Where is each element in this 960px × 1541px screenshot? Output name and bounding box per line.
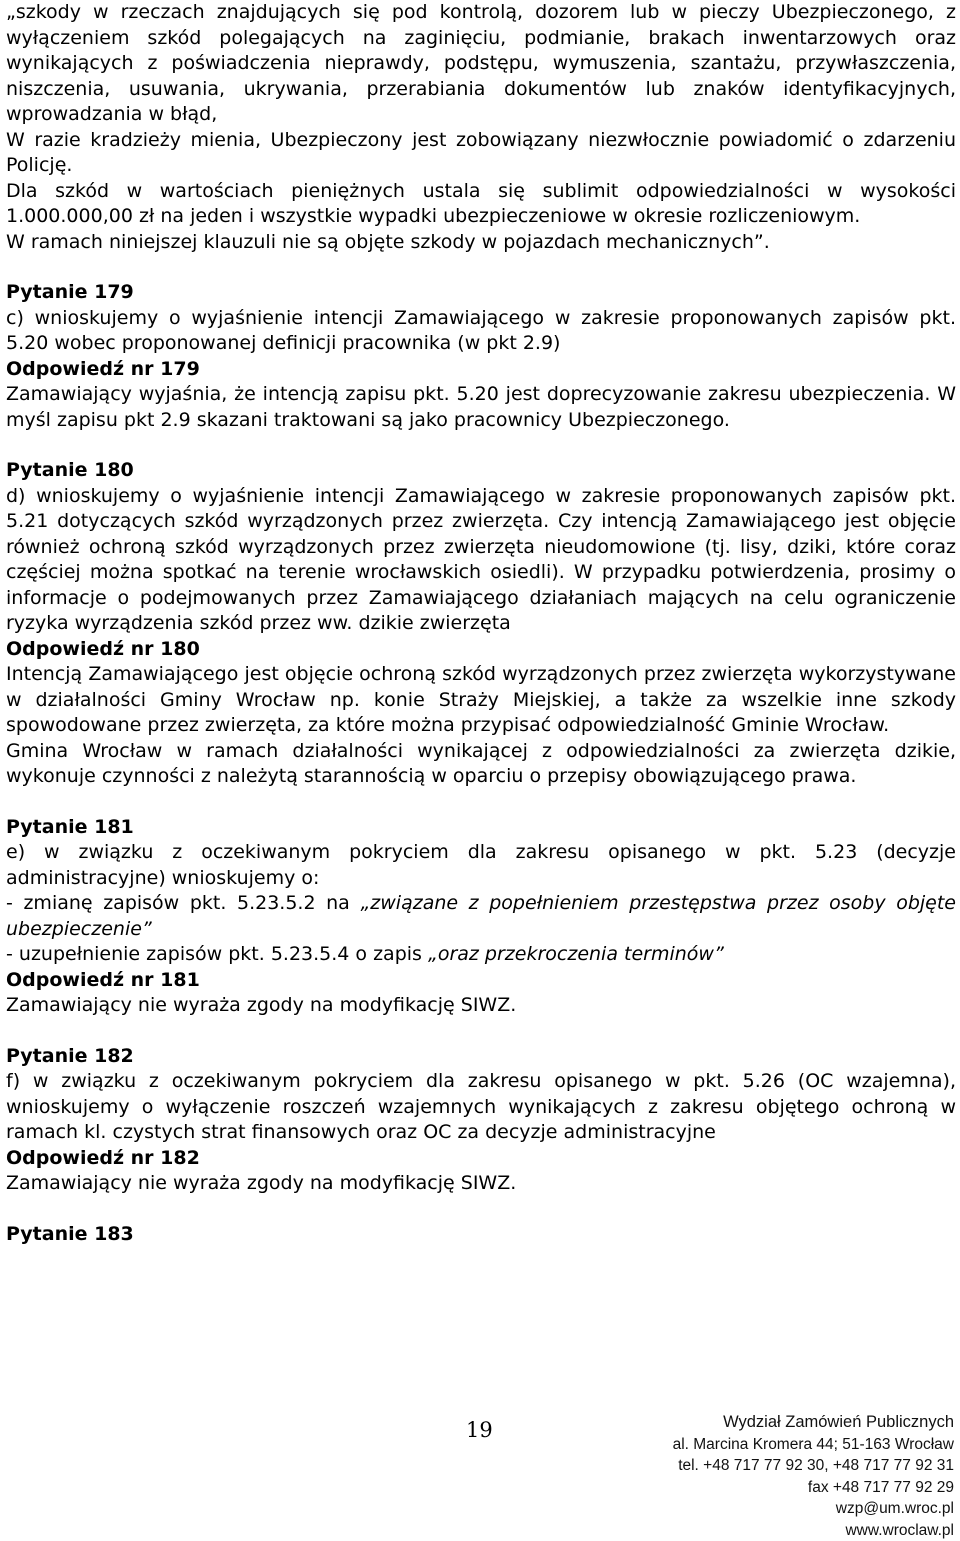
answer-182-heading: Odpowiedź nr 182 <box>6 1146 200 1169</box>
page-number: 19 <box>466 1418 493 1442</box>
answer-179-heading: Odpowiedź nr 179 <box>6 357 200 380</box>
footer-org-name: Wydział Zamówień Publicznych <box>723 1413 954 1431</box>
question-181-text: e) w związku z oczekiwanym pokryciem dla zakresu opisanego w pkt. 5.23 (decyzje administracyjne) wnioskujemy o: <box>6 841 956 889</box>
exclusion-text: W ramach niniejszej klauzuli nie są objęte szkody w pojazdach mechanicznych”. <box>6 230 770 253</box>
answer-181-heading: Odpowiedź nr 181 <box>6 968 200 991</box>
question-179-section <box>6 280 956 433</box>
footer-fax: fax +48 717 77 92 29 <box>807 1478 954 1496</box>
question-180-section <box>6 458 956 790</box>
clause-text: „szkody w rzeczach znajdujących się pod kontrolą, dozorem lub w pieczy Ubezpieczonego, z wyłączeniem szkód polegających na zaginięciu, podmianie, brakach inwentarzowych oraz wynikających z poświadczenia nieprawdy, podstępu, wymuszenia, szantażu, przywłaszczenia, niszczenia, usuwania, ukrywania, przerabiania dokumentów lub znaków identyfikacyjnych, wprowadzania w błąd, <box>6 1 956 125</box>
question-182-section <box>6 1044 956 1197</box>
question-181-item-1 <box>6 891 956 942</box>
answer-182-text: Zamawiający nie wyraża zgody na modyfikację SIWZ. <box>6 1172 517 1194</box>
footer-email-link[interactable]: wzp@um.wroc.pl <box>835 1500 954 1517</box>
answer-181-text: Zamawiający nie wyraża zgody na modyfikację SIWZ. <box>6 994 517 1016</box>
question-183-section <box>6 1222 956 1248</box>
footer-contact-block <box>673 1412 954 1541</box>
item-2-prefix: - uzupełnienie zapisów pkt. 5.23.5.4 o zapis <box>6 943 428 965</box>
question-183-heading: Pytanie 183 <box>6 1222 134 1245</box>
document-page <box>6 0 956 1247</box>
intro-section <box>6 0 956 255</box>
footer-address: al. Marcina Kromera 44; 51-163 Wrocław <box>672 1435 954 1453</box>
item-1-proposed-wording: „związane z popełnieniem przestępstwa przez osoby objęte ubezpieczenie” <box>6 892 956 940</box>
question-182-heading: Pytanie 182 <box>6 1044 134 1067</box>
answer-180-text-2: Gmina Wrocław w ramach działalności wynikającej z odpowiedzialności za zwierzęta dzikie, wykonuje czynności z należytą starannością w oparciu o przepisy obowiązującego prawa. <box>6 739 956 787</box>
question-181-item-2 <box>6 942 956 968</box>
theft-notice-text: W razie kradzieży mienia, Ubezpieczony jest zobowiązany niezwłocznie powiadomić o zdarzeniu Policję. <box>6 128 956 176</box>
item-2-proposed-wording: „oraz przekroczenia terminów” <box>427 943 724 965</box>
answer-180-text-1: Intencją Zamawiającego jest objęcie ochroną szkód wyrządzonych przez zwierzęta wykorzystywane w działalności Gminy Wrocław np. konie Straży Miejskiej, a także za wszelkie inne szkody spowodowane przez zwierzęta, za które można przypisać odpowiedzialność Gminie Wrocław. <box>6 663 956 736</box>
question-179-heading: Pytanie 179 <box>6 281 134 303</box>
answer-179-text: Zamawiający wyjaśnia, że intencją zapisu pkt. 5.20 jest doprecyzowanie zakresu ubezpieczenia. W myśl zapisu pkt 2.9 skazani traktowani są jako pracownicy Ubezpieczonego. <box>6 383 956 431</box>
question-181-heading: Pytanie 181 <box>6 815 134 838</box>
question-179-text: c) wnioskujemy o wyjaśnienie intencji Zamawiającego w zakresie proponowanych zapisów pkt. 5.20 wobec proponowanej definicji pracownika (w pkt 2.9) <box>6 306 956 354</box>
answer-180-heading: Odpowiedź nr 180 <box>6 637 200 660</box>
footer-phone: tel. +48 717 77 92 30, +48 717 77 92 31 <box>678 1457 954 1474</box>
question-182-text: f) w związku z oczekiwanym pokryciem dla zakresu opisanego w pkt. 5.26 (OC wzajemna), wnioskujemy o wyłączenie roszczeń wzajemnych wynikających z zakresu objętego ochroną w ramach kl. czystych strat finansowych oraz OC za decyzje administracyjne <box>6 1070 956 1143</box>
question-180-text: d) wnioskujemy o wyjaśnienie intencji Zamawiającego w zakresie proponowanych zapisów pkt. 5.21 dotyczących szkód wyrządzonych przez zwierzęta. Czy intencją Zamawiającego jest objęcie również ochroną szkód wyrządzonych przez zwierzęta nieudomowione (tj. lisy, dziki, które coraz częściej można spotkać na terenie wrocławskich osiedli). W przypadku potwierdzenia, prosimy o informacje o podejmowanych przez Zamawiającego działaniach mających na celu ograniczenie ryzyka wyrządzenia szkód przez ww. dzikie zwierzęta <box>6 484 956 634</box>
question-181-section <box>6 815 956 1019</box>
footer-website-link[interactable]: www.wroclaw.pl <box>845 1521 954 1539</box>
sublimit-text: Dla szkód w wartościach pieniężnych ustala się sublimit odpowiedzialności w wysokości 1.000.000,00 zł na jeden i wszystkie wypadki ubezpieczeniowe w okresie rozliczeniowym. <box>6 179 956 227</box>
question-180-heading: Pytanie 180 <box>6 459 134 481</box>
item-1-prefix: - zmianę zapisów pkt. 5.23.5.2 na <box>6 892 361 914</box>
